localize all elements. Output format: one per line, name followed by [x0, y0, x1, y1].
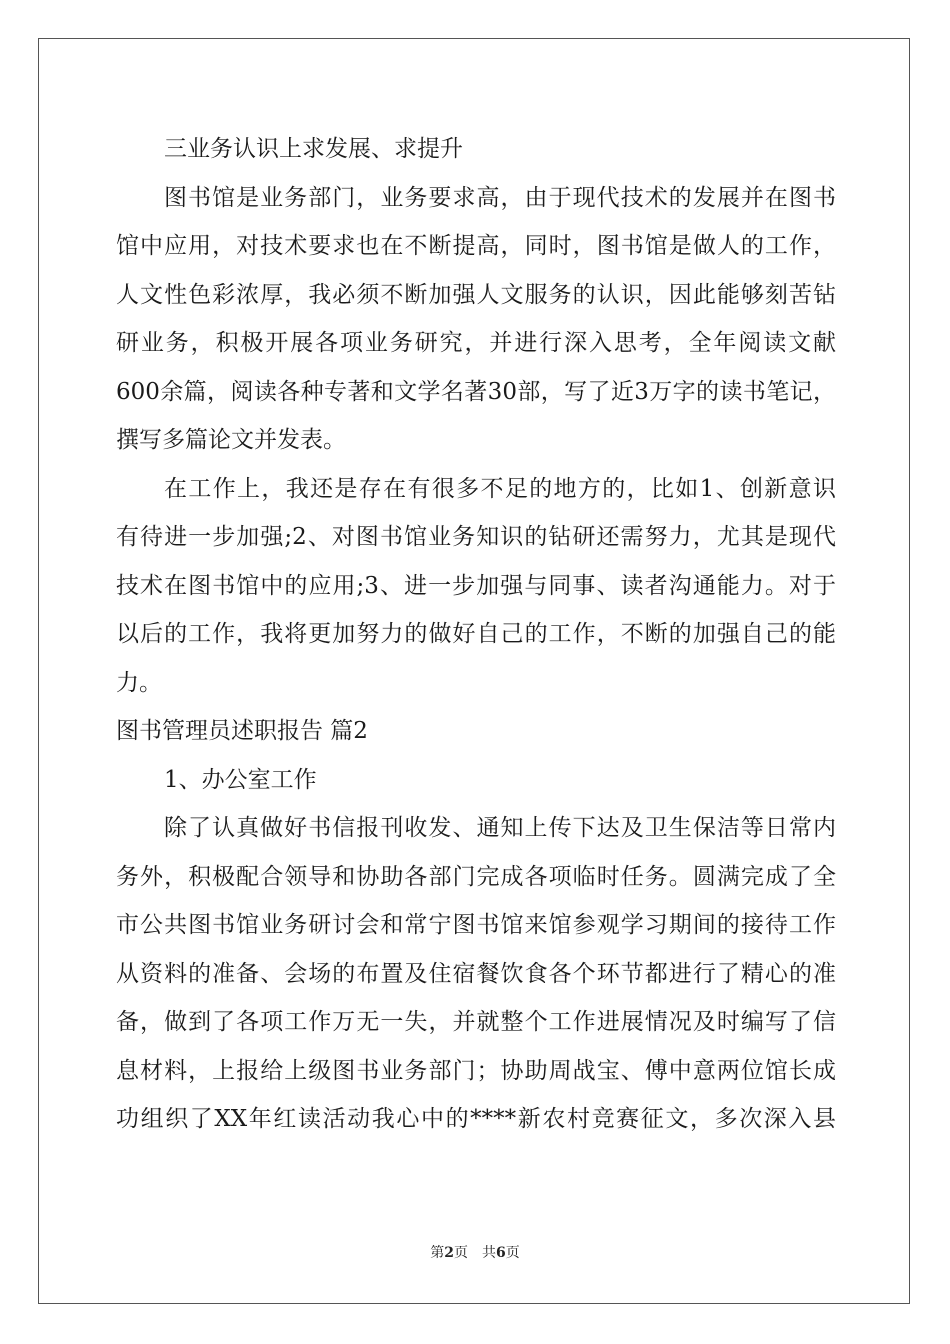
- text-line: 息材料，上报给上级图书业务部门；协助周战宝、傅中意两位馆长成: [116, 1057, 836, 1084]
- text-line: 力。: [116, 669, 162, 696]
- text-line: 有待进一步加强;2、对图书馆业务知识的钻研还需努力，尤其是现代: [116, 524, 836, 550]
- text-line: 人文性色彩浓厚，我必须不断加强人文服务的认识，因此能够刻苦钻: [116, 281, 836, 308]
- text-line: 市公共图书馆业务研讨会和常宁图书馆来馆参观学习期间的接待工作: [116, 912, 836, 938]
- text-line: 功组织了XX年红读活动我心中的****新农村竞赛征文，多次深入县: [116, 1106, 836, 1132]
- text-line: 三业务认识上求发展、求提升: [164, 136, 463, 162]
- text-line: 1、办公室工作: [164, 766, 317, 793]
- text-line: 撰写多篇论文并发表。: [116, 427, 346, 453]
- text-line: 图书管理员述职报告 篇2: [116, 718, 368, 744]
- footer-middle: 页 共: [454, 1245, 496, 1261]
- text-line: 务外，积极配合领导和协助各部门完成各项临时任务。圆满完成了全: [116, 863, 836, 890]
- text-line: 以后的工作，我将更加努力的做好自己的工作，不断的加强自己的能: [116, 621, 836, 647]
- footer-prefix: 第: [430, 1245, 445, 1261]
- text-line: 从资料的准备、会场的布置及住宿餐饮食各个环节都进行了精心的准: [116, 960, 836, 987]
- footer-total-pages: 6: [496, 1245, 506, 1261]
- text-line: 在工作上，我还是存在有很多不足的地方的，比如1、创新意识: [164, 475, 836, 502]
- footer-current-page: 2: [444, 1245, 454, 1261]
- footer-suffix: 页: [505, 1245, 520, 1261]
- page-footer: [0, 1242, 950, 1262]
- document-body: [116, 125, 836, 1144]
- text-line: 研业务，积极开展各项业务研究，并进行深入思考，全年阅读文献: [116, 330, 836, 356]
- text-line: 馆中应用，对技术要求也在不断提高，同时，图书馆是做人的工作，: [116, 233, 836, 259]
- text-line: 图书馆是业务部门，业务要求高，由于现代技术的发展并在图书: [164, 184, 836, 211]
- text-line: 除了认真做好书信报刊收发、通知上传下达及卫生保洁等日常内: [164, 815, 836, 841]
- text-line: 600余篇，阅读各种专著和文学名著30部，写了近3万字的读书笔记，: [116, 378, 836, 405]
- text-line: 技术在图书馆中的应用;3、进一步加强与同事、读者沟通能力。对于: [116, 572, 836, 599]
- text-line: 备，做到了各项工作万无一失，并就整个工作进展情况及时编写了信: [116, 1009, 836, 1035]
